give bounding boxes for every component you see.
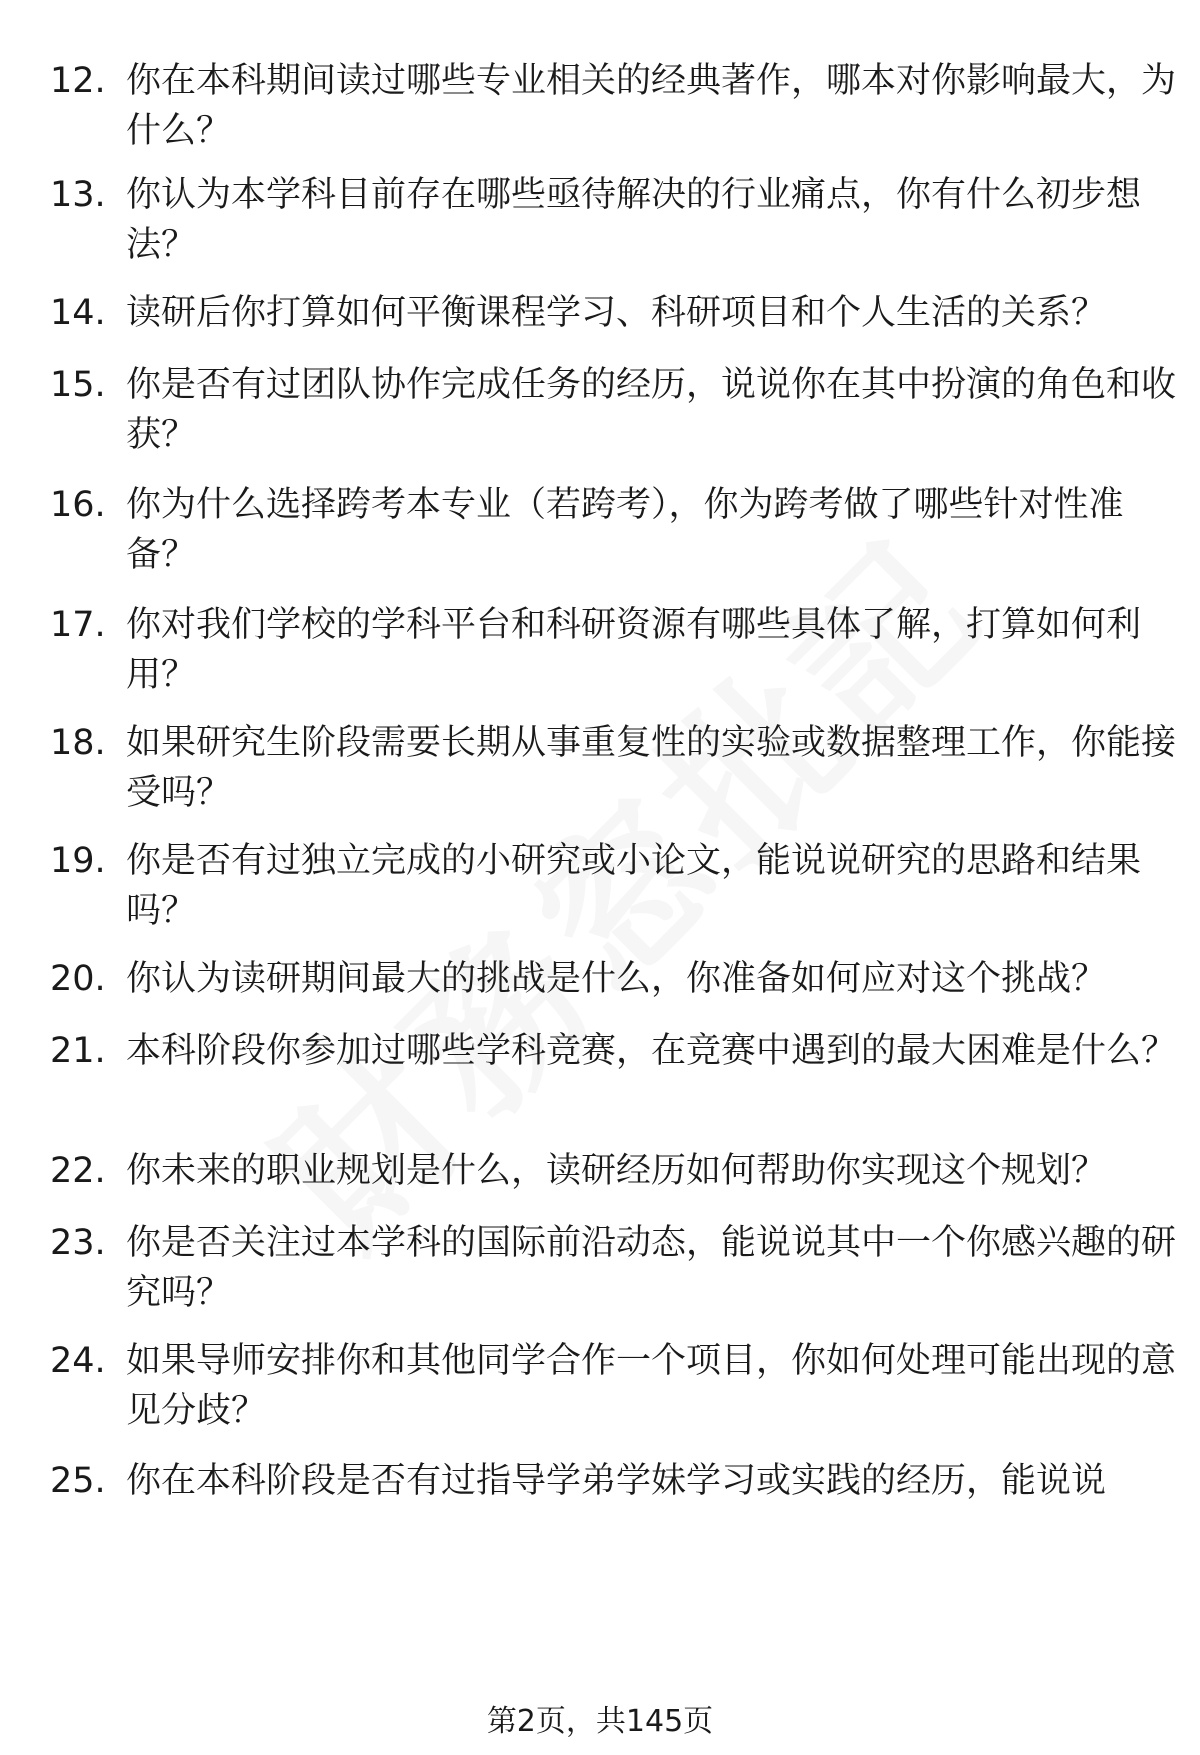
question-number: 13. [50,175,106,215]
question-number: 23. [50,1223,106,1263]
question-number: 15. [50,365,106,405]
question-text: 你为什么选择跨考本专业（若跨考），你为跨考做了哪些针对性准备？ [126,485,1124,575]
question-text: 你在本科阶段是否有过指导学弟学妹学习或实践的经历，能说说 [126,1461,1107,1501]
question-text: 如果导师安排你和其他同学合作一个项目，你如何处理可能出现的意见分歧？ [126,1341,1177,1431]
question-number: 18. [50,723,106,763]
question-number: 25. [50,1461,106,1501]
question-text: 如果研究生阶段需要长期从事重复性的实验或数据整理工作，你能接受吗？ [126,723,1177,813]
question-number: 17. [50,605,106,645]
question-text: 你对我们学校的学科平台和科研资源有哪些具体了解，打算如何利用？ [126,605,1142,695]
question-text: 你是否有过团队协作完成任务的经历，说说你在其中扮演的角色和收获？ [126,365,1177,455]
question-text: 你认为读研期间最大的挑战是什么，你准备如何应对这个挑战？ [126,959,1107,999]
question-text: 你未来的职业规划是什么，读研经历如何帮助你实现这个规划？ [126,1151,1107,1191]
question-text: 你在本科期间读过哪些专业相关的经典著作，哪本对你影响最大，为什么？ [126,61,1177,151]
question-number: 16. [50,485,106,525]
question-number: 20. [50,959,106,999]
question-number: 21. [50,1031,106,1071]
question-text: 本科阶段你参加过哪些学科竞赛，在竞赛中遇到的最大困难是什么？ [126,1031,1177,1071]
question-text: 你认为本学科目前存在哪些亟待解决的行业痛点，你有什么初步想法？ [126,175,1142,265]
page-footer: 第2页，共145页 [486,1704,714,1739]
question-number: 24. [50,1341,106,1381]
question-text: 读研后你打算如何平衡课程学习、科研项目和个人生活的关系？ [126,293,1107,333]
question-number: 19. [50,841,106,881]
question-number: 22. [50,1151,106,1191]
question-number: 12. [50,61,106,101]
question-text: 你是否关注过本学科的国际前沿动态，能说说其中一个你感兴趣的研究吗？ [126,1223,1177,1313]
question-text: 你是否有过独立完成的小研究或小论文，能说说研究的思路和结果吗？ [126,841,1142,931]
question-number: 14. [50,293,106,333]
